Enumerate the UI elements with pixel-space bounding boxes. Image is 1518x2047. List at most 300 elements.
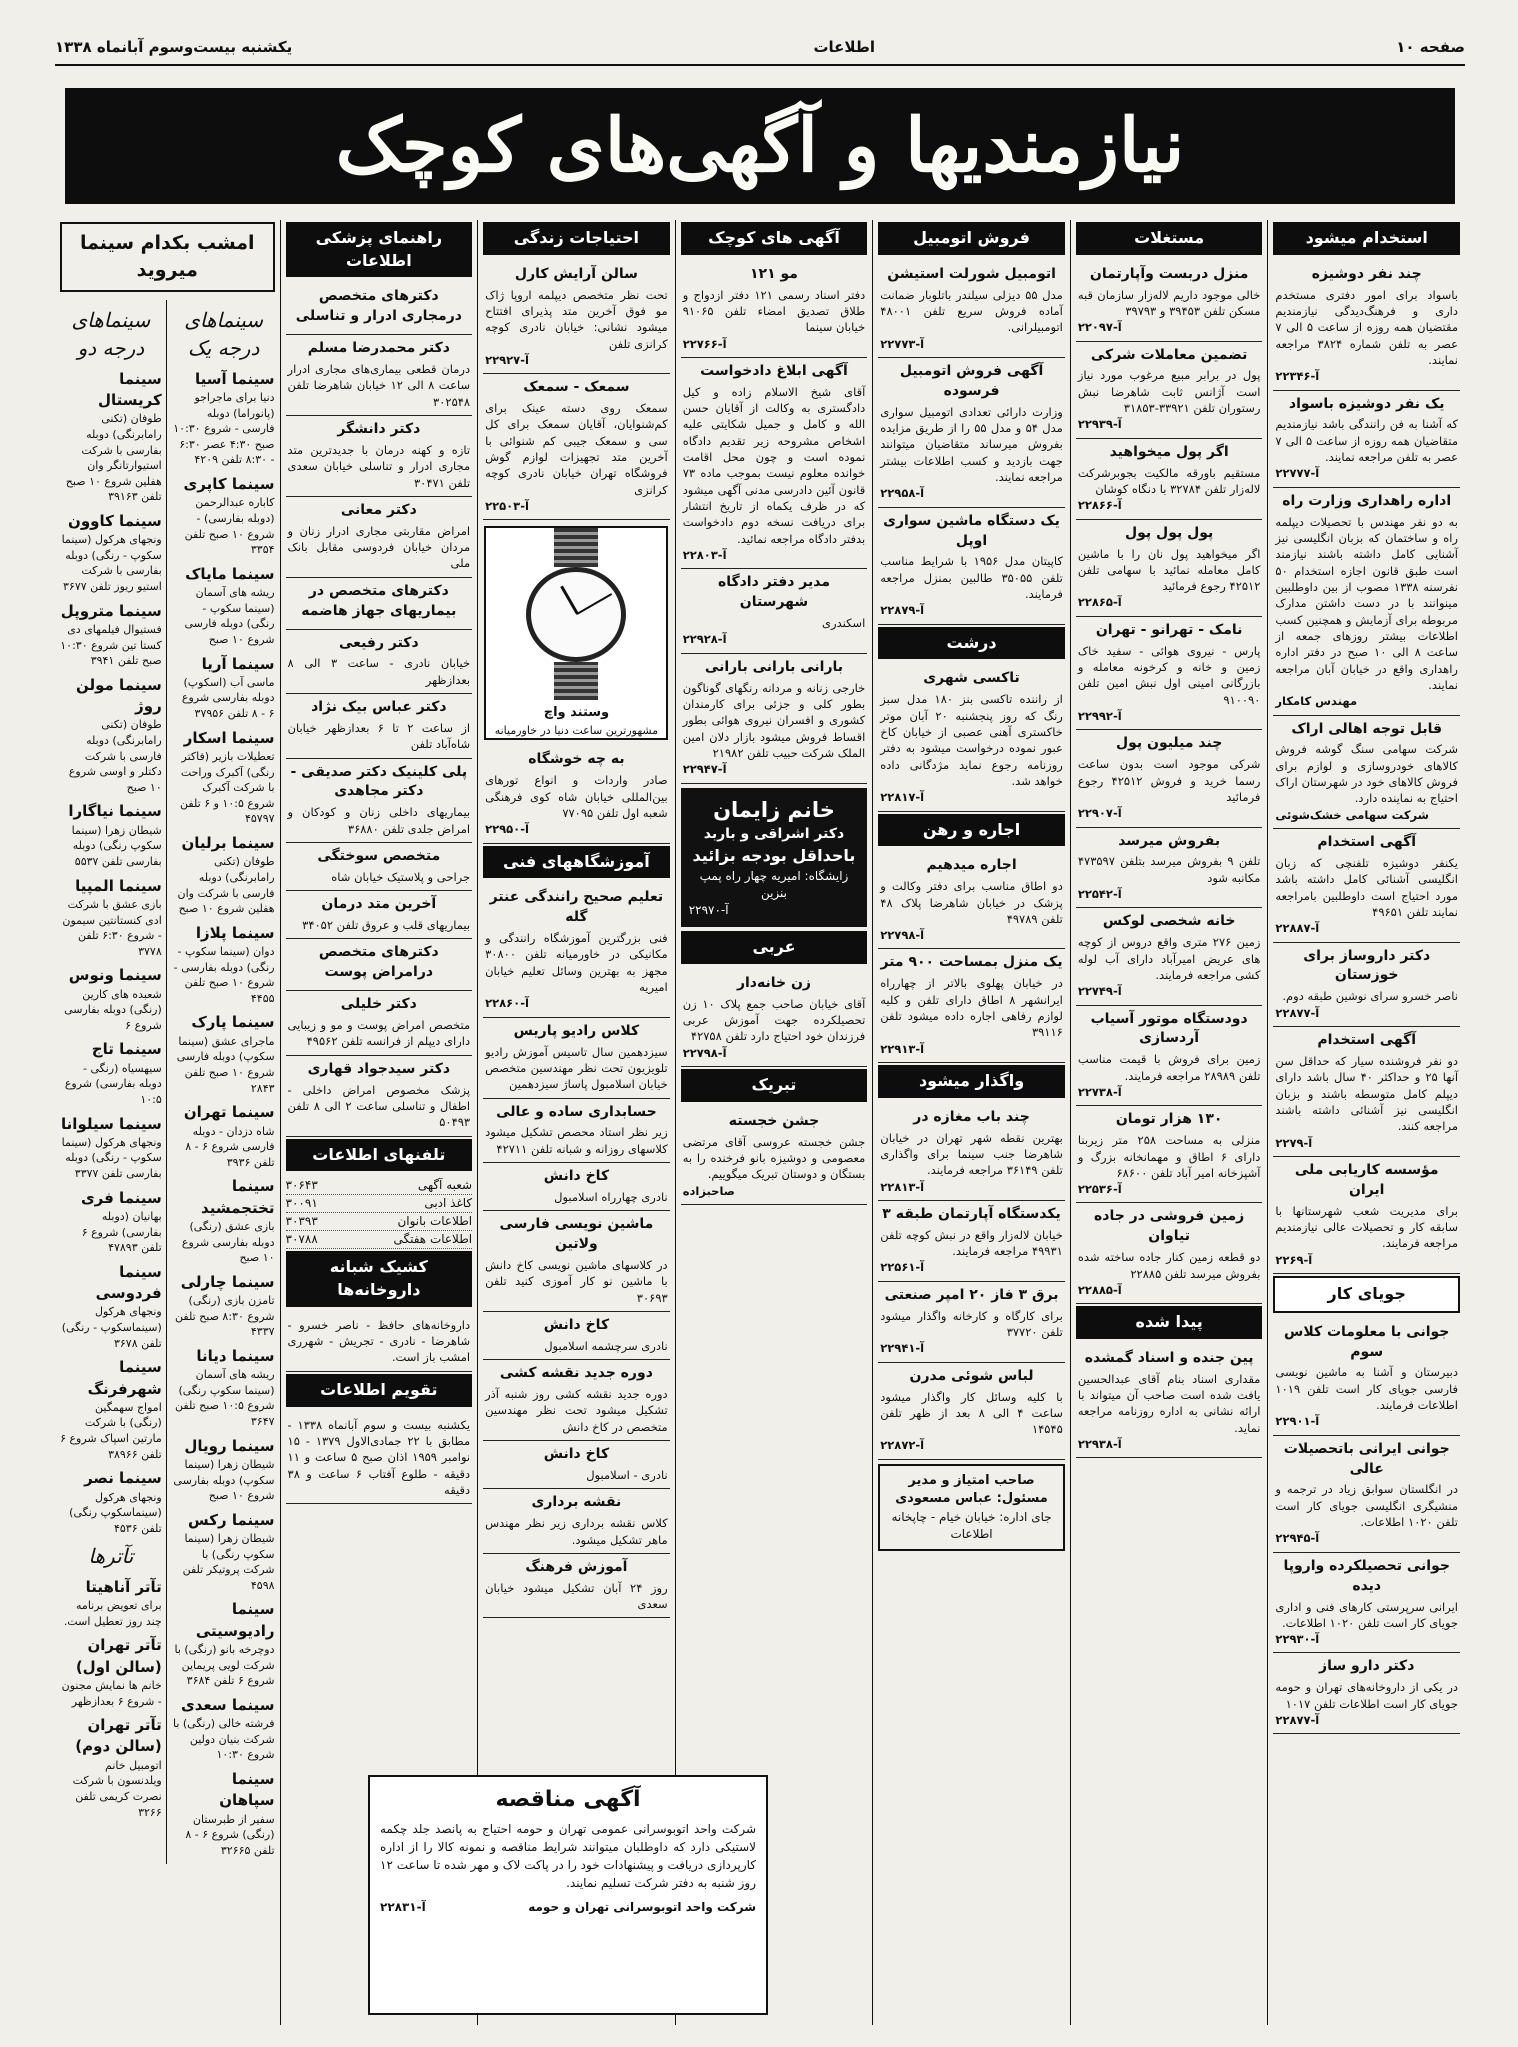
ad-title: دکتر داروساز برای خوزستان [1303,947,1431,984]
ad-body: یکنفر دوشیزه تلفنچی که زبان انگلیسی آشنائی کامل داشته باشد مورد احتیاج است داوطلبین بامراجعه نمایند تلفن ۴۹۶۵۱ [1275,855,1458,919]
cinema-listing [173,1599,275,1688]
ad-title: آگهی فروش اتومبیل فرسوده [899,362,1044,399]
cinema-program: ریشه های آسمان (سینما سکوپ - رنگی) دوبله فارسی شروع ۱۰ صبح [184,586,275,646]
ad-title: تاکسی شهری [923,670,1020,687]
phone-number: ۳۰۳۹۳ [285,1214,318,1229]
column-head-handover: واگذار میشود [878,1065,1065,1098]
ad-title: منزل دربست وآپارتمان [1089,265,1249,282]
ad-body: بهترین نقطه شهر تهران در خیابان شاهرضا جنب سینما برای واگذاری تلفن ۳۶۱۴۹ مراجعه فرمایند. [880,1130,1063,1178]
ad-title: سمعک - سمعک [523,379,630,396]
phone-number: ۳۰۷۸۸ [285,1232,318,1247]
classified-ad [286,694,473,759]
ad-body: در انگلستان سوابق زیاد در ترجمه و منشیگری انگلیسی جویای کار است تلفن ۱۰۲۰ اطلاعات. [1275,1482,1458,1530]
classified-ad [286,1056,473,1137]
cinema-name: سینما آسیا [194,369,275,388]
ad-reference: آ-۲۲۹۰۱ [1275,1414,1320,1429]
ad-title: جوانی تحصیلکرده واروپا دیده [1283,1557,1450,1594]
classified-ad [286,416,473,497]
cinema-listing [60,1262,162,1351]
cinema-group-second [60,300,167,1865]
classified-ad [1076,439,1263,520]
ad-title: پلی کلینیک دکتر صدیقی - دکتر مجاهدی [290,763,468,800]
ad-body: که آشنا به فن رانندگی باشد نیازمندیم متقاضیان همه روزه از ساعت ۵ الی ۷ عصر به تلفن مراجعه نمایند. [1275,417,1458,465]
maternity-line3: زایشگاه: امیریه چهار راه پمپ بنزین [699,869,849,901]
ad-title: مدیر دفتر دادگاه شهرستان [717,574,831,611]
ad-reference: آ-۲۲۹۱۳ [880,1041,925,1056]
cinema-program: سفیر از طبرستان (رنگی) شروع ۶ - ۸ تلفن ۳۲۶۶۵ [185,1812,275,1857]
classified-ad [286,497,473,578]
classified-ad [483,261,670,375]
classified-ad [681,654,868,784]
cinema-program: شیطان زهرا (سینما سکوپ) دوبله بفارسی شروع ۱۰ صبح [173,1457,275,1503]
cinema-name: تآتر آناهیتا [85,1577,162,1596]
ad-reference: آ-۲۲۷۴۹ [1077,984,1122,999]
cinema-name: سینما چارلی [180,1272,275,1291]
classified-ad [286,991,473,1056]
ad-body: ایرانی سرپرستی کارهای فنی و اداری جویای کار است تلفن ۱۰۲۰ اطلاعات. [1275,1599,1458,1630]
ad-title: آخرین متد درمان [321,896,437,913]
column-realestate [1070,220,1268,2025]
ad-body: بیماریهای قلب و عروق تلفن ۳۴۰۵۲ [302,918,471,933]
column-medical [280,220,478,2025]
classified-ad [1076,1006,1263,1107]
cinema-name: سینما نیاگارا [68,802,162,821]
ad-title: دکتر خلیلی [340,996,417,1013]
ad-body: سمعک روی دسته عینک برای کم‌شنوایان، آقایان سمعک برای کل سی و سمعک جیبی کم شنوائی با آخرین متد تجهیزات لوازم گوش فروشگاه تهران خیابان نادری کوچه کرانزی [485,401,668,497]
cinema-listing [60,1188,162,1256]
cinema-name: سینما المپیا [75,876,162,895]
classified-ad [1273,829,1460,943]
classified-ad [681,261,868,358]
cinema-name: سینما کریستال [98,369,162,410]
cinema-name: سینما رادیوسیتی [195,1600,275,1640]
classified-ad [1273,1319,1460,1436]
cinema-listing [173,1510,275,1594]
cinema-list-2 [60,369,162,1537]
ad-title: دکتر سیدجواد قهاری [307,1060,451,1077]
column-head-medical: راهنمای پزشکی اطلاعات [286,222,473,277]
classified-ad [483,1489,670,1554]
ad-body: در خیابان پهلوی بالاتر از چهارراه ایرانشهر ۸ اطاق دارای تلفن و کلیه لوازم رفاهی اجاره داده میشود تلفن ۳۹۱۱۶ [880,976,1063,1040]
ad-title: نامک - تهرانو - تهران [1095,621,1243,638]
ad-reference: آ-۲۲۹۵۰ [485,822,529,837]
ad-title: یک منزل بمساحت ۹۰۰ متر [880,954,1063,971]
cinema-group-first [173,300,275,1865]
ad-body: زمین برای فروش با قیمت مناسب تلفن ۲۸۹۸۹ مراجعه فرمایند. [1077,1052,1261,1083]
column-head-pharmacy: کشیک شبانه داروخانه‌ها [286,1251,473,1306]
classified-ad [878,852,1065,949]
publisher-title: صاحب امتیاز و مدیر مسئول: عباس مسعودی [895,1472,1048,1507]
ad-title: سالن آرایش کارل [514,265,638,282]
ad-title: خانه شخصی لوکس [1102,913,1236,930]
classified-ad [286,843,473,891]
cinema-listing [173,1102,275,1170]
ad-body: ناصر خسرو سرای نوشین طبقه دوم. [1282,989,1458,1004]
ad-body: جشن خجسته عروسی آقای مرتضی معصومی و دوشیزه بانو فرخنده را به بستگان و دوستان تبریک میگوییم. [682,1134,866,1182]
tender-notice [368,1775,768,2015]
phone-row [286,1195,473,1213]
tender-title: آگهی مناقصه [495,1787,641,1812]
ad-reference: آ-۲۲۸۶۵ [1077,595,1122,610]
cinema-listing [60,1715,162,1820]
ad-body: باسواد برای امور دفتری مستخدم داری و فرهنگ‌دیدگی نیازمندیم مقتضیان همه روزه از ساعت ۵ الی ۷ عصر به تلفن شماره ۳۸۲۴ مراجعه نمایند. [1275,287,1458,367]
cinema-name: سینما سعدی [180,1695,275,1714]
classified-ad [878,1282,1065,1363]
ad-body: دوره جدید نقشه کشی روز شنبه آذر تشکیل میشود تحت نظر مهندسین متخصص در کاخ دانش [485,1387,668,1434]
classified-ad [483,746,670,843]
jobs-ads [1273,1319,1460,1735]
ad-title: قابل توجه اهالی اراک [1291,720,1442,737]
phone-row [286,1231,473,1249]
ad-title: دکتر رفیعی [339,634,419,651]
ad-reference: آ-۲۲۵۳۶ [1077,1182,1122,1197]
cinema-listing [60,675,162,796]
ad-body: از راننده تاکسی بنز ۱۸۰ مدل سبز رنگ که روز پنجشنبه ۲۰ آبان موتر خاکستری آهنی عصبی از خیابان کاخ عبور نموده درخواست میشود به دفتر روزنامه رجوع نماید مژدگانی داده خواهد شد. [880,692,1063,788]
banner-title: نیازمندیها و آگهی‌های کوچک [335,103,1185,189]
rent-ads [878,852,1065,1063]
calendar-body: یکشنبه بیست و سوم آبانماه ۱۳۳۸ - مطابق با ۲۲ جمادی‌الاول ۱۳۷۹ - ۱۵ نوامبر ۱۹۵۹ اذان صبح ۵ ساعت و ۱۱ دقیقه - طلوع آفتاب ۶ ساعت و ۳۸ دقیقه [287,1417,471,1497]
classified-columns [55,220,1465,2025]
ad-body: پارس - نیروی هوائی - سفید خاک زمین و خانه و کرخونه معامله و بازرگانی امینی اول نبش امین تلفن ۹۱۰۰۹۰ [1077,643,1261,707]
necessities-ads-b [483,746,670,843]
ad-title: دکتر دانشگر [337,421,421,438]
column-head-calendar: تقویم اطلاعات [286,1374,473,1407]
ad-title: حسابداری ساده و عالی [496,1103,657,1120]
cinema-program: ماسی آب (اسکوپ) دوبله بفارسی شروع ۶ - ۸ تلفن ۳۷۹۵۶ [181,675,275,721]
watch-ad-illustration [484,526,668,740]
watch-hand-minute [577,594,613,616]
ad-reference: آ-۲۲۸۶۶ [1077,498,1122,513]
classified-ad [286,283,473,335]
ad-reference: آ-۲۲۸۷۷ [1275,1713,1320,1728]
ad-body: روز ۲۴ آبان تشکیل میشود خیابان سعدی [485,1580,668,1612]
ad-body: وزارت دارائی تعدادی اتومبیل سواری مدل ۵۴ و مدل ۵۵ را از طریق مزایده بفروش میرساند متقاضیان میتوانند جهت بازدید و کسب اطلاعات بیشتر مراجعه نمایند. [880,404,1063,484]
ad-title: دودستگاه موتور آسیاب آردسازی [1090,1010,1248,1047]
classified-ad [483,884,670,1017]
classified-ad [1273,488,1460,716]
cinema-name: سینما برلیان [181,834,275,852]
classified-ad [1076,617,1263,731]
phones-table [286,1177,473,1249]
classified-ad [483,1018,670,1099]
ad-title: مو ۱۲۱ [749,265,798,282]
ad-title: آگهی استخدام [1317,1032,1417,1048]
employment-ads [1273,261,1460,1274]
tender-signature: شرکت واحد اتوبوسرانی تهران و حومه [528,1900,756,1914]
classified-ad [878,358,1065,508]
classified-ad [483,1211,670,1312]
ad-title: پین جنده و اسناد گمشده [1084,1349,1254,1366]
ad-title: چند میلیون پول [1115,735,1223,752]
cinema-listing [173,369,275,468]
misc-ads [878,665,1065,811]
ad-title: دکتر عباس بیک نژاد [311,699,447,716]
maternity-line2: باحداقل بودجه بزائید [692,846,856,866]
maternity-ad [681,788,868,928]
ad-title: دکترهای متخصص در بیماریهای جهاز هاضمه [301,582,457,619]
ad-body: خیابان لاله‌زار واقع در نبش کوچه تلفن ۴۹۹۳۱ مراجعه فرمایند. [880,1227,1063,1259]
cinema-listing [60,801,162,869]
ad-reference: آ-۲۲۹۳۰ [1275,1632,1320,1647]
cinema-name: تآتر تهران (سالن دوم) [75,1716,162,1756]
ad-body: آقای خیابان صاحب جمع پلاک ۱۰ زن تحصیلکرده جهت آموزش عربی فرزندان خود احتیاج دارد تلفن ۴۲۷۵۸ [682,996,866,1044]
ad-reference: آ-۲۲۹۳۹ [1077,417,1122,432]
classified-ad [1076,1345,1263,1459]
ad-title: کاخ دانش [543,1168,610,1185]
ad-reference: مهندس کامکار [1275,694,1358,709]
classified-ad [483,1360,670,1441]
ad-body: در یکی از داروخانه‌های تهران و حومه جویای کار است اطلاعات تلفن ۱۰۱۷ [1275,1680,1458,1711]
maternity-tel: آ-۲۲۹۷۰ [688,903,729,918]
ad-title: تعلیم صحیح رانندگی عنتر گله [489,889,664,926]
ad-title: دکتر معانی [340,501,417,518]
ad-body: زیر نظر استاد محصص تشکیل میشود کلاسهای روزانه و شبانه تلفن ۴۲۷۱۱ [485,1125,668,1156]
ad-reference: آ-۲۲۹۴۱ [880,1341,925,1356]
handover-ads [878,1104,1065,1460]
classified-ad [1273,1027,1460,1157]
ad-reference: آ-۲۲۹۲۷ [485,352,529,367]
ad-body: پول در برابر مبیع مرغوب مورد نیاز است آژانس ثابت شاهرضا نبش رستوران تلفن ۳۳۹۲۱-۳۱۸۵۳ [1077,368,1261,416]
ad-body: پزشک مخصوص امراض داخلی - اطفال و تناسلی ساعت ۲ الی ۸ تلفن ۵۰۴۹۳ [287,1082,471,1130]
cinema-name: سینما پارک [191,1013,275,1032]
publisher-address: جای اداره: خیابان خیام - چاپخانه اطلاعات [891,1509,1052,1541]
cinema-program: تعطیلات بازیر (فاکتر رنگی) آکبرک وراحت با شرکت آکبرک شروع ۱۰:۵ و ۶ تلفن ۴۵۷۹۷ [180,749,275,826]
watch-ad-tagline: مشهورترین ساعت دنیا در خاورمیانه [494,723,659,737]
ad-title: جوانی ایرانی باتحصیلات عالی [1283,1440,1450,1477]
cinema-name: سینما سیلوانا [61,1114,162,1133]
cinema-listing [173,1769,275,1858]
ad-body: دو قطعه زمین کنار جاده ساخته شده بفروش میرسد تلفن ۲۲۸۸۵ [1077,1250,1261,1281]
column-cars [872,220,1070,2025]
cinema-program: طوفان (تکنی رامابرنگی) دوبله فارسی با شرکت دکتلر و اوسی شروع ۱۰ صبح [68,718,162,794]
ad-title: اجاره میدهیم [926,857,1017,874]
classified-ad [286,939,473,991]
column-head-misc: درشت [878,627,1065,660]
classified-ad [1273,1553,1460,1654]
ad-title: مؤسسه کاریابی ملی ایران [1294,1161,1439,1198]
column-head-phones: تلفنهای اطلاعات [286,1139,473,1172]
cinema-program: بهانیان (دوبله بفارسی) شروع ۶ تلفن ۴۷۸۹۳ [81,1210,162,1255]
cinema-program: شاه دزدان - دوبله فارسی شروع ۶ - ۸ تلفن ۳۹۳۶ [185,1124,275,1169]
ad-body: بیماریهای داخلی زنان و کودکان و امراض جلدی تلفن ۳۶۸۸۰ [287,805,471,836]
column-head-congrats: تبریک [681,1069,868,1102]
watch-face-icon [526,567,626,663]
cinema-group1-title: سینماهای درجه یک [184,307,264,361]
ad-reference: آ-۲۲۹۵۸ [880,486,925,501]
ad-reference: آ-۲۲۵۰۳ [485,499,529,514]
column-head-cars: فروش اتومبیل [878,222,1065,255]
cinema-program: شعبده های کارین (رنگی) دوبله بفارسی شروع ۶ [64,987,162,1032]
tender-footer [380,1898,756,1916]
ad-body: در کلاسهای ماشین نویسی کاخ دانش با ماشین نو کار آموزی کنید تلفن ۳۰۶۹۳ [485,1258,668,1305]
paper-name: اطلاعات [813,38,876,56]
cinema-listing [60,601,162,669]
cinema-name: سینما مولن روژ [76,675,162,716]
classified-ad [1273,716,1460,830]
cinema-listing [60,1039,162,1107]
page-number: صفحه ۱۰ [1396,38,1465,56]
classified-ad [1076,828,1263,909]
cinema-listing [173,1012,275,1096]
cinema-program: خانم ها نمایش مجنون - شروع ۶ بعدازظهر [61,1678,162,1708]
classified-ad [681,1108,868,1205]
ad-body: منزلی به مساحت ۲۵۸ متر زیربنا دارای ۶ اطاق و مهمانخانه بزرگ و آشپزخانه امیر آباد تلفن ۶۸۶۰۰ [1077,1133,1261,1180]
cinema-name: سینما ونوس [68,966,162,985]
ad-title: متخصص سوختگی [317,847,441,864]
cinema-listing [173,474,275,558]
cinema-name: سینما کاپری [183,475,275,494]
ad-body: شرکی موجود است بدون ساعت رسما خرید و فروش ۴۲۵۱۲ رجوع فرمائید [1077,757,1261,804]
watch-hand-hour [561,586,580,615]
ad-body: خالی موجود داریم لاله‌زار سازمان قبه مسکن تلفن ۳۹۴۵۳ و ۳۹۷۹۳ [1077,287,1261,318]
ad-title: دکترهای متخصص درامراض پوست [318,944,439,981]
column-cinema [55,220,280,2025]
ad-body: تحت نظر متخصص دیپلمه اروپا ژاک مو فوق آخرین متد پذیرای افتتاح میشود نشانی: خیابان نادری کوچه کرانزی تلفن [485,287,668,351]
ad-reference: صاحبزاده [682,1183,735,1198]
tender-tel: آ-۲۲۸۳۱ [380,1900,426,1914]
column-head-rent: اجاره و رهن [878,814,1065,847]
cinema-program: امواج سهمگین (رنگی) با شرکت مارتین اسپاک شروع ۶ تلفن ۳۸۹۶۶ [60,1400,162,1461]
ad-reference: آ-۲۲۳۴۶ [1275,369,1320,384]
classified-ad [286,891,473,939]
cars-ads [878,261,1065,625]
ad-title: جشن خجسته [728,1112,820,1129]
cinema-head: امشب بکدام سینما میروید [60,222,275,292]
ad-reference: آ-۲۲۹۴۵ [1275,1531,1320,1546]
column-head-employment: استخدام میشود [1273,222,1460,255]
cinema-program: ونجهای هرکول (سینماسکوپ - رنگی) تلفن ۳۶۷۸ [61,1305,162,1350]
ad-reference: آ-۲۲۰۹۷ [1077,320,1122,335]
column-head-necessities: احتیاجات زندگی [483,222,670,255]
ad-body: اگر میخواهید پول نان را با ماشین کامل معامله نمائید با سهامی تلفن ۴۲۵۱۲ رجوع فرمائید [1077,546,1261,594]
classified-ad [878,1104,1065,1201]
cinema-program: ونجهای هرکول (سینما سکوپ - رنگی) دوبله بفارسی تلفن ۳۳۷۷ [61,1135,162,1181]
classifieds-banner [65,88,1455,204]
cinema-program: بازی عشق با شرکت ادی کنستانتین سیمون - شروع ۶:۳۰ تلفن ۳۷۷۸ [62,897,162,958]
ad-title: تضمین معاملات شرکی [1090,346,1248,363]
ad-body: نادری - اسلامبول [586,1467,668,1482]
ad-reference: شرکت سهامی خشک‌شوئی [1275,807,1429,822]
classified-ad [878,508,1065,625]
cinema-program: ریشه های آسمان (سینما سکوپ رنگی) شروع ۱۰:۵ صبح تلفن ۳۶۴۷ [175,1368,275,1428]
cinema-name: سینما تاج [91,1040,162,1059]
ad-body: درمان قطعی بیماری‌های مجاری ادرار ساعت ۸ الی ۱۲ خیابان شاهرضا تلفن ۳۰۲۵۴۸ [287,362,471,409]
classified-ad [483,1441,670,1489]
column-head-realestate: مستغلات [1076,222,1263,255]
column-necessities [477,220,675,2025]
ad-title: بفروش میرسد [1118,832,1221,849]
cinema-listing [60,1577,162,1630]
cinema-program: کاباره عبدالرحمن (دوبله بفارسی) - شروع ۱۰ صبح تلفن ۳۳۵۴ [184,496,275,557]
ad-title: یکدستگاه آپارتمان طبقه ۳ [882,1205,1061,1222]
ad-reference: آ-۲۲۹۲۸ [682,632,727,647]
cinema-program: طوفان (تکنی رامابرنگی) دوبله فارسی با شرکت وان هفلین شروع ۱۰ صبح [177,855,275,916]
cinema-name: سینما دیانا [196,1346,275,1365]
cinema-name: سینما پلازا [195,923,275,942]
ad-title: دکتر دارو ساز [1319,1658,1415,1675]
ad-reference: آ-۲۲۷۳۸ [1077,1084,1122,1099]
ad-reference: آ-۲۲۷۶۶ [682,336,727,351]
cinema-listing [173,1272,275,1340]
phone-label: اطلاعات بانوان [397,1214,473,1229]
ad-reference: آ-۲۲۸۶۰ [485,996,529,1011]
classified-ad [286,335,473,416]
cinema-listing [173,1176,275,1265]
ad-title: دوره جدید نقشه کشی [499,1365,653,1382]
cinema-listing [60,1357,162,1462]
ad-title: بارانی بارانی بارانی [704,658,844,675]
classified-ad [1076,520,1263,617]
column-employment [1267,220,1465,2025]
cinema-name: سینما اسکار [183,728,275,747]
ad-reference: آ-۲۲۸۷۲ [880,1438,925,1453]
ad-title: پول پول پول [1124,524,1214,541]
ad-title: آموزش فرهنگ [525,1558,628,1575]
ad-title: کاخ دانش [543,1446,610,1463]
ad-title: آگهی استخدام [1317,834,1417,851]
ad-title: دکترهای متخصص درمجاری ادرار و تناسلی [295,288,462,325]
classified-ad [1076,342,1263,439]
cinema-listing [173,1436,275,1504]
ad-body: برای مدیریت شعب شهرستانها با سابقه کار و تحصیلات عالی نیازمندیم مراجعه فرمایند. [1275,1203,1458,1251]
phone-label: کاغذ ادبی [424,1196,473,1211]
ad-title: اداره راهداری وزارت راه [1282,492,1452,509]
ad-title: نقشه برداری [531,1494,622,1511]
cinema-listing [60,511,162,595]
ad-title: چند باب مغازه در [913,1108,1030,1125]
arabic-ads [681,970,868,1067]
issue-date: یکشنبه بیست‌وسوم آبانماه ۱۳۳۸ [55,38,293,56]
ad-body: نادری چهارراه اسلامبول [554,1189,668,1204]
cinema-listing [173,833,275,917]
cinema-program: طوفان (تکنی رامابرنگی) دوبله بفارسی با شرکت استیوارتانگر وان هفلین شروع ۱۰ صبح تلفن ۳۹۱۶۳ [65,412,162,504]
classified-ad [483,1099,670,1164]
ad-body: از ساعت ۲ تا ۶ بعدازظهر خیابان شاه‌آباد تلفن [287,720,471,752]
ad-body: دبیرستان و آشنا به ماشین نویسی فارسی جویای کار است تلفن ۱۰۱۹ اطلاعات فرمایند. [1275,1365,1458,1413]
ad-body: کلاس نقشه برداری زیر نظر مهندس ماهر تشکیل میشود. [485,1516,668,1547]
cinema-name: سینما مایاک [185,564,275,583]
ad-title: آگهی ابلاغ دادخواست [700,362,848,379]
ad-body: متخصص امراض پوست و مو و زیبایی دارای دیپلم از فرانسه تلفن ۴۹۵۶۲ [287,1018,471,1049]
cinema-list-1 [173,369,275,1859]
cinema-name: تآتر تهران (سالن اول) [75,1636,162,1676]
ad-body: دو نفر فروشنده سیار که حداقل سن آنها ۲۵ و حداکثر ۴۰ سال باشد دارای دیپلم کامل متوسطه باشند و بزبان انگلیسی نیز آشنائی داشته باشند مراجعه کنند. [1275,1053,1459,1134]
classified-ad [286,578,473,630]
ad-body: دو اطاق مناسب برای دفتر وکالت و پزشک در خیابان شاهرضا پلاک ۴۸ تلفن ۴۹۷۸۹ [880,879,1063,926]
ad-body: برای کارگاه و کارخانه واگذار میشود تلفن ۳۷۷۲۰ [880,1308,1063,1339]
realestate-ads [1076,261,1263,1305]
ad-reference: آ-۲۲۸۸۷ [1275,921,1320,936]
cinema-program: فرشته خالی (رنگی) با شرکت بنیان دولین شروع ۱۰:۳۰ [172,1717,275,1762]
ad-reference: آ-۲۲۹۹۲ [1077,709,1122,723]
cinema-program: برای تعویض برنامه چند روز تعطیل است. [63,1599,162,1628]
calendar-text [286,1413,473,1505]
column-smallads [675,220,873,2025]
ad-reference: آ-۲۲۸۷۷ [1275,1005,1320,1020]
pharmacy-text [286,1313,473,1372]
classified-ad [1076,1203,1263,1304]
cinema-listing [60,1114,162,1182]
classified-ad [878,1201,1065,1282]
classified-ad [1273,1436,1460,1553]
cinema-listing [173,1695,275,1763]
ad-reference: آ-۲۲۷۷۷ [1275,466,1320,481]
medical-ads [286,283,473,1136]
cinema-program: ونجهای هرکول (سینماسکوپ رنگی) تلفن ۴۵۳۶ [69,1490,162,1535]
ad-body: نادری سرچشمه اسلامبول [544,1338,668,1353]
cinema-listing [60,1468,162,1536]
ad-title: دکتر محمدرضا مسلم [307,340,450,357]
